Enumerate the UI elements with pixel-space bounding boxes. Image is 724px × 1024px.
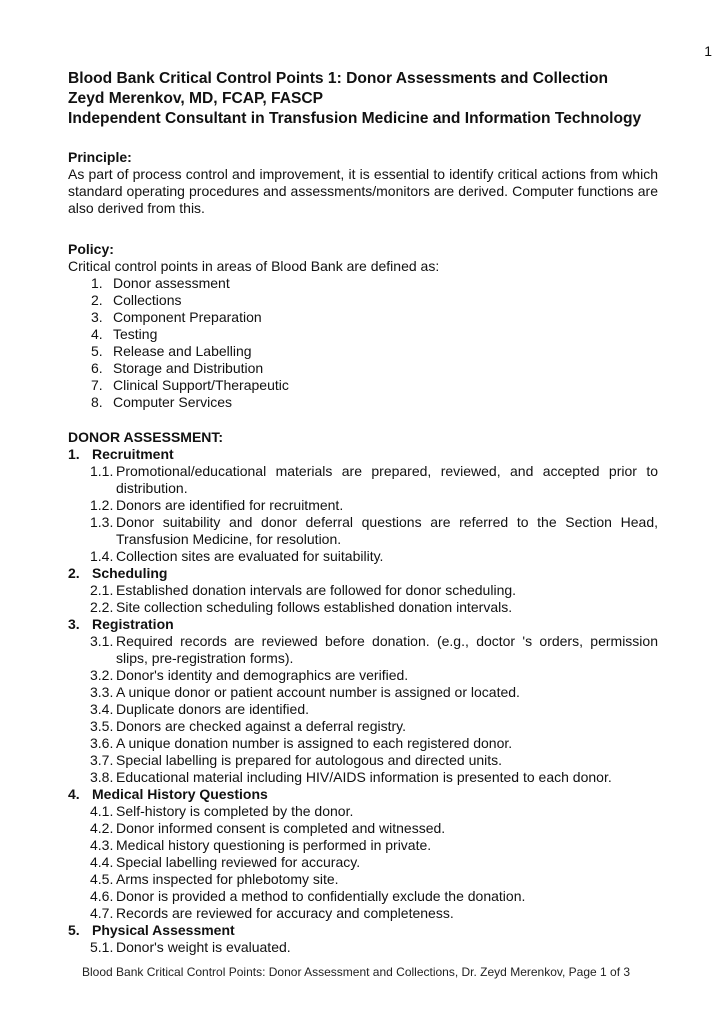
principle-section bbox=[68, 149, 658, 217]
list-item bbox=[68, 667, 658, 684]
policy-list-item bbox=[68, 275, 658, 292]
item-number: 4.2. bbox=[90, 820, 114, 836]
policy-list-item bbox=[68, 360, 658, 377]
author-line: Zeyd Merenkov, MD, FCAP, FASCP bbox=[68, 90, 324, 107]
item-number: 3.1. bbox=[90, 633, 114, 649]
list-item bbox=[68, 803, 658, 820]
section-title: Physical Assessment bbox=[92, 922, 235, 938]
list-label: Release and Labelling bbox=[113, 343, 252, 359]
item-text: Collection sites are evaluated for suitability. bbox=[116, 548, 384, 564]
list-number: 5. bbox=[91, 343, 103, 359]
list-item bbox=[68, 718, 658, 735]
list-label: Donor assessment bbox=[113, 275, 230, 291]
item-text: A unique donation number is assigned to each registered donor. bbox=[116, 735, 513, 751]
item-number: 2.1. bbox=[90, 582, 114, 598]
list-item bbox=[68, 582, 658, 599]
item-number: 3.2. bbox=[90, 667, 114, 683]
item-number: 4.3. bbox=[90, 837, 114, 853]
item-text: Donors are identified for recruitment. bbox=[116, 497, 344, 513]
policy-list-item bbox=[68, 292, 658, 309]
list-item bbox=[68, 769, 658, 786]
donor-assessment-list bbox=[68, 446, 658, 956]
policy-list-item bbox=[68, 343, 658, 360]
page-footer: Blood Bank Critical Control Points: Donor Assessment and Collections, Dr. Zeyd Merenkov, Page 1 of 3 bbox=[82, 965, 631, 979]
item-number: 5.1. bbox=[90, 939, 114, 955]
item-number: 3.3. bbox=[90, 684, 114, 700]
item-number: 4.7. bbox=[90, 905, 114, 921]
list-number: 3. bbox=[91, 309, 103, 325]
item-number: 3.4. bbox=[90, 701, 114, 717]
item-text: Educational material including HIV/AIDS information is presented to each donor. bbox=[116, 769, 612, 785]
section-heading bbox=[68, 786, 658, 803]
item-number: 3.8. bbox=[90, 769, 114, 785]
section-heading bbox=[68, 922, 658, 939]
page-number: 1 bbox=[704, 43, 712, 59]
list-label: Collections bbox=[113, 292, 182, 308]
affiliation-line: Independent Consultant in Transfusion Medicine and Information Technology bbox=[68, 110, 642, 127]
list-item bbox=[68, 888, 658, 905]
item-number: 2.2. bbox=[90, 599, 114, 615]
list-label: Clinical Support/Therapeutic bbox=[113, 377, 289, 393]
item-text: Self-history is completed by the donor. bbox=[116, 803, 354, 819]
policy-list-item bbox=[68, 394, 658, 411]
section-title: Registration bbox=[92, 616, 174, 632]
section-title: Scheduling bbox=[92, 565, 168, 581]
policy-section bbox=[68, 241, 658, 411]
list-item bbox=[68, 735, 658, 752]
item-text: Donor's weight is evaluated. bbox=[116, 939, 291, 955]
list-number: 4. bbox=[91, 326, 103, 342]
item-number: 4.1. bbox=[90, 803, 114, 819]
section-heading bbox=[68, 565, 658, 582]
item-number: 1.2. bbox=[90, 497, 114, 513]
item-number: 3.5. bbox=[90, 718, 114, 734]
item-number: 3.6. bbox=[90, 735, 114, 751]
list-item bbox=[68, 514, 658, 548]
list-item bbox=[68, 684, 658, 701]
item-text: Donor's identity and demographics are verified. bbox=[116, 667, 409, 683]
section-heading bbox=[68, 446, 658, 463]
item-number: 1.3. bbox=[90, 514, 114, 530]
list-item bbox=[68, 905, 658, 922]
list-item bbox=[68, 497, 658, 514]
policy-list bbox=[68, 275, 658, 411]
policy-list-item bbox=[68, 377, 658, 394]
policy-list-item bbox=[68, 309, 658, 326]
donor-assessment-heading: DONOR ASSESSMENT: bbox=[68, 429, 224, 445]
item-number: 1.1. bbox=[90, 463, 114, 479]
item-text: Duplicate donors are identified. bbox=[116, 701, 310, 717]
item-number: 4.4. bbox=[90, 854, 114, 870]
item-text: Records are reviewed for accuracy and completeness. bbox=[116, 905, 454, 921]
document-header bbox=[68, 69, 668, 129]
item-text: Donor is provided a method to confidentially exclude the donation. bbox=[116, 888, 526, 904]
list-item bbox=[68, 820, 658, 837]
list-item bbox=[68, 871, 658, 888]
list-item bbox=[68, 939, 658, 956]
section-number: 4. bbox=[68, 786, 80, 802]
principle-text: As part of process control and improvement, it is essential to identify critical actions from which standard operating procedures and assessments/monitors are derived. Computer functions are also derived from this. bbox=[68, 166, 658, 216]
donor-assessment-section bbox=[68, 429, 658, 956]
list-item bbox=[68, 837, 658, 854]
policy-intro: Critical control points in areas of Blood Bank are defined as: bbox=[68, 258, 440, 274]
section-number: 5. bbox=[68, 922, 80, 938]
item-number: 4.5. bbox=[90, 871, 114, 887]
item-text: Donor suitability and donor deferral questions are referred to the Section Head, Transfusion Medicine, for resolution. bbox=[116, 514, 658, 547]
item-text: Site collection scheduling follows established donation intervals. bbox=[116, 599, 513, 615]
section-number: 1. bbox=[68, 446, 80, 462]
list-item bbox=[68, 752, 658, 769]
list-number: 8. bbox=[91, 394, 103, 410]
item-text: Established donation intervals are followed for donor scheduling. bbox=[116, 582, 517, 598]
policy-list-item bbox=[68, 326, 658, 343]
policy-heading: Policy: bbox=[68, 241, 114, 257]
list-number: 2. bbox=[91, 292, 103, 308]
item-text: Special labelling is prepared for autologous and directed units. bbox=[116, 752, 503, 768]
item-text: Promotional/educational materials are prepared, reviewed, and accepted prior to distribution. bbox=[116, 463, 658, 496]
section-number: 2. bbox=[68, 565, 80, 581]
principle-heading: Principle: bbox=[68, 149, 132, 165]
item-number: 1.4. bbox=[90, 548, 114, 564]
item-text: Arms inspected for phlebotomy site. bbox=[116, 871, 339, 887]
list-number: 1. bbox=[91, 275, 103, 291]
list-item bbox=[68, 633, 658, 667]
item-number: 3.7. bbox=[90, 752, 114, 768]
item-text: A unique donor or patient account number is assigned or located. bbox=[116, 684, 520, 700]
list-item bbox=[68, 548, 658, 565]
list-label: Computer Services bbox=[113, 394, 233, 410]
list-item bbox=[68, 463, 658, 497]
list-item bbox=[68, 854, 658, 871]
list-item bbox=[68, 701, 658, 718]
list-number: 7. bbox=[91, 377, 103, 393]
list-item bbox=[68, 599, 658, 616]
item-number: 4.6. bbox=[90, 888, 114, 904]
item-text: Required records are reviewed before donation. (e.g., doctor 's orders, permission slips, pre-registration forms). bbox=[116, 633, 658, 666]
section-heading bbox=[68, 616, 658, 633]
item-text: Donor informed consent is completed and witnessed. bbox=[116, 820, 446, 836]
section-number: 3. bbox=[68, 616, 80, 632]
list-label: Testing bbox=[113, 326, 158, 342]
item-text: Medical history questioning is performed in private. bbox=[116, 837, 432, 853]
list-label: Component Preparation bbox=[113, 309, 262, 325]
document-title: Blood Bank Critical Control Points 1: Donor Assessments and Collection bbox=[68, 70, 609, 87]
section-title: Recruitment bbox=[92, 446, 174, 462]
item-text: Special labelling reviewed for accuracy. bbox=[116, 854, 361, 870]
list-number: 6. bbox=[91, 360, 103, 376]
item-text: Donors are checked against a deferral registry. bbox=[116, 718, 406, 734]
section-title: Medical History Questions bbox=[92, 786, 268, 802]
list-label: Storage and Distribution bbox=[113, 360, 264, 376]
